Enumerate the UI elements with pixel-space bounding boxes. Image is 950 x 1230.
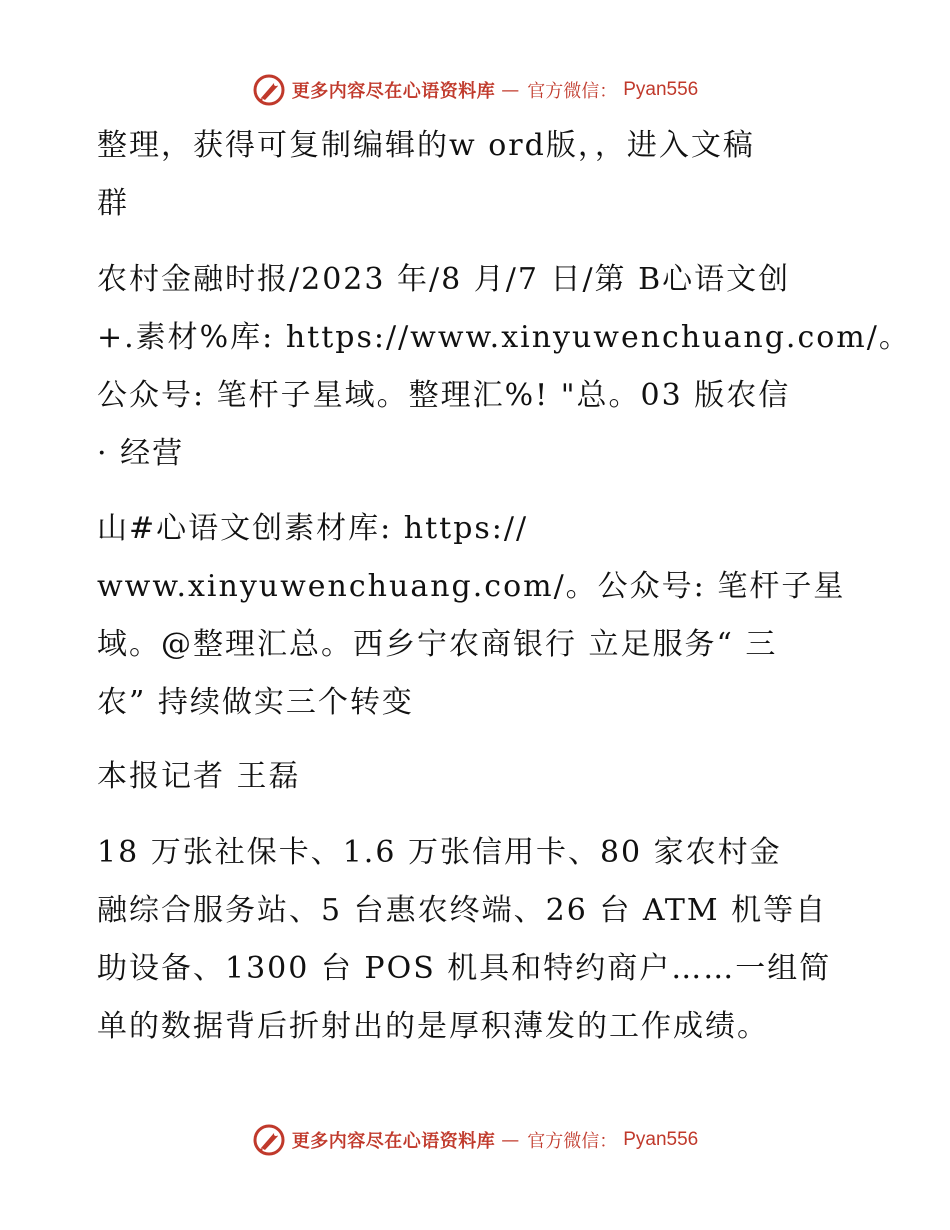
text-line: 公众号: 笔杆子星域。整理汇%! "总。03 版农信 — [97, 378, 791, 413]
banner-title: 更多内容尽在心语资料库 — [291, 81, 496, 102]
footer-banner — [0, 1120, 950, 1160]
paragraph-headline — [97, 500, 857, 732]
banner-title: 更多内容尽在心语资料库 — [291, 1131, 496, 1152]
text-line: 18 万张社保卡、1.6 万张信用卡、80 家农村金 — [97, 835, 782, 870]
text-line: +.素材%库: https://www.xinyuwenchuang.com/。 — [97, 320, 911, 355]
text-line: 域。@整理汇总。西乡宁农商银行 立足服务“ 三 — [97, 627, 778, 662]
pen-logo-icon — [252, 1123, 286, 1157]
text-line: · 经营 — [97, 436, 185, 471]
banner-official-label: 官方微信： — [527, 1131, 618, 1152]
paragraph-byline — [97, 748, 857, 806]
paragraph-source — [97, 251, 911, 483]
text-line: 群 — [97, 186, 129, 221]
banner-separator: — — [501, 1129, 520, 1151]
banner-wechat-id: Pyan556 — [623, 1129, 699, 1150]
text-line: 山#心语文创素材库: https:// — [97, 511, 529, 546]
banner-official-label: 官方微信： — [527, 81, 618, 102]
text-line: 助设备、1300 台 POS 机具和特约商户……一组简 — [97, 951, 832, 986]
header-banner — [0, 70, 950, 110]
text-line: www.xinyuwenchuang.com/。公众号: 笔杆子星 — [97, 569, 846, 604]
banner-wechat-id: Pyan556 — [623, 79, 699, 100]
paragraph-intro — [97, 117, 857, 233]
text-line: 农村金融时报/2023 年/8 月/7 日/第 B心语文创 — [97, 262, 791, 297]
text-line: 整理，获得可复制编辑的w ord版，，进入文稿 — [97, 128, 755, 163]
paragraph-body — [97, 824, 857, 1056]
pen-logo-icon — [252, 73, 286, 107]
text-line: 融综合服务站、5 台惠农终端、26 台 ATM 机等自 — [97, 893, 828, 928]
text-line: 本报记者 王磊 — [97, 759, 301, 794]
text-line: 农” 持续做实三个转变 — [97, 685, 414, 720]
text-line: 单的数据背后折射出的是厚积薄发的工作成绩。 — [97, 1009, 769, 1044]
banner-separator: — — [501, 79, 520, 101]
